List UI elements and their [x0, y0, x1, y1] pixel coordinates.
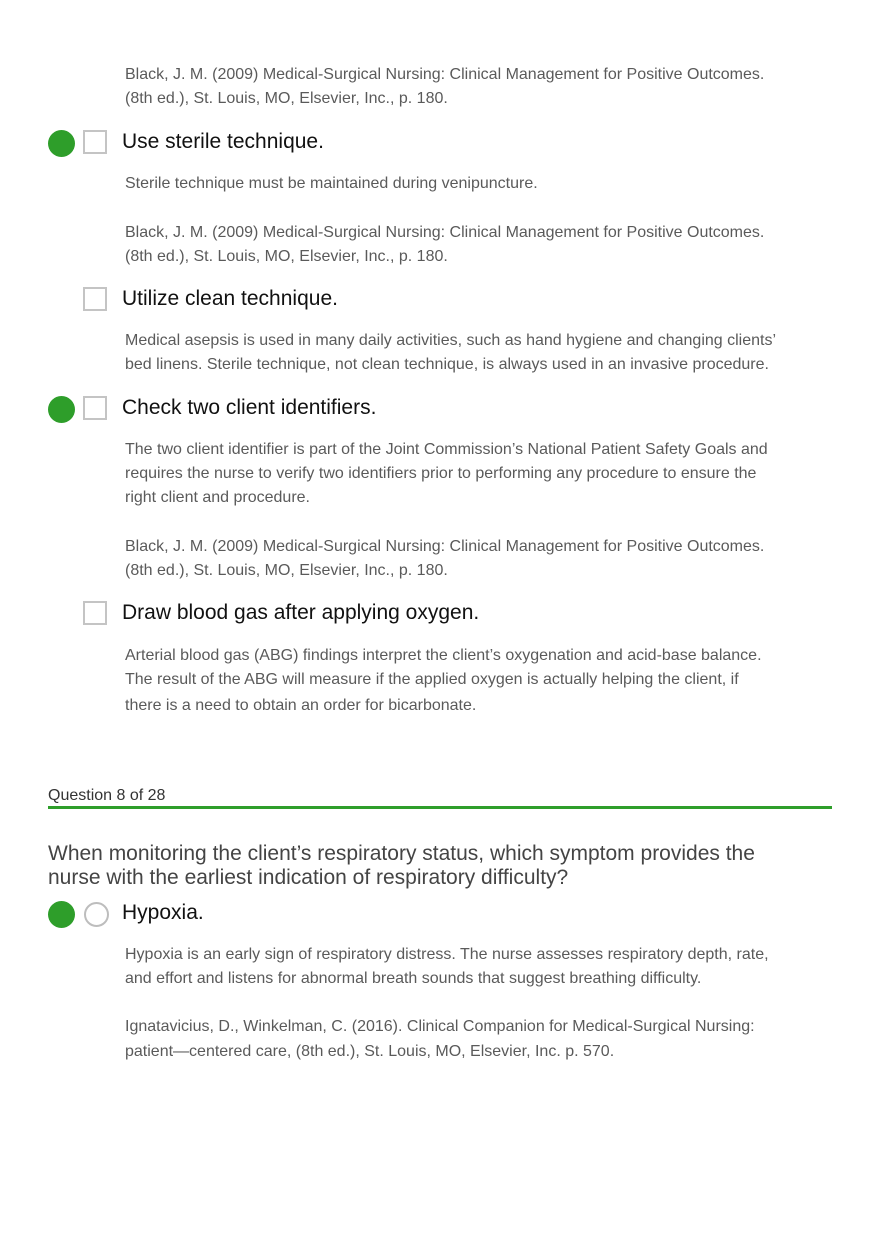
option-label[interactable]: Utilize clean technique. — [122, 287, 338, 310]
option-explanation — [125, 644, 835, 718]
radio-button-icon[interactable] — [84, 902, 109, 927]
correct-indicator-icon — [48, 130, 75, 157]
explanation-line: Medical asepsis is used in many daily activities, such as hand hygiene and changing clients’ — [125, 332, 777, 349]
reference-line: Ignatavicius, D., Winkelman, C. (2016). Clinical Companion for Medical-Surgical Nursing: — [125, 1018, 755, 1035]
reference-line: Black, J. M. (2009) Medical-Surgical Nursing: Clinical Management for Positive Outcomes. — [125, 224, 765, 241]
checkbox-icon[interactable] — [83, 396, 107, 420]
correct-indicator-icon — [48, 396, 75, 423]
option-label[interactable]: Hypoxia. — [122, 901, 204, 924]
reference-line: Black, J. M. (2009) Medical-Surgical Nursing: Clinical Management for Positive Outcomes. — [125, 66, 765, 83]
question-text-line: When monitoring the client’s respiratory status, which symptom provides the — [48, 842, 755, 865]
explanation-line: there is a need to obtain an order for bicarbonate. — [125, 697, 477, 714]
answer-option-use-sterile-technique[interactable] — [48, 129, 828, 157]
answer-option-check-two-identifiers[interactable] — [48, 395, 828, 423]
correct-indicator-icon — [48, 901, 75, 928]
option-explanation — [125, 943, 835, 991]
reference-line: patient—centered care, (8th ed.), St. Louis, MO, Elsevier, Inc. p. 570. — [125, 1043, 615, 1060]
option-explanation — [125, 438, 835, 510]
explanation-line: Arterial blood gas (ABG) findings interpret the client’s oxygenation and acid-base balance. — [125, 647, 762, 664]
option-reference — [125, 535, 835, 583]
option-reference — [125, 1015, 835, 1064]
option-explanation — [125, 329, 835, 377]
question-divider — [48, 806, 832, 809]
explanation-line: The two client identifier is part of the Joint Commission’s National Patient Safety Goals and — [125, 441, 768, 458]
explanation-line: and effort and listens for abnormal breath sounds that suggest breathing difficulty. — [125, 970, 702, 987]
question-number: Question 8 of 28 — [48, 787, 166, 804]
reference-line: (8th ed.), St. Louis, MO, Elsevier, Inc., p. 180. — [125, 248, 448, 265]
answer-option-draw-blood-gas[interactable] — [48, 600, 828, 628]
checkbox-icon[interactable] — [83, 287, 107, 311]
option-label[interactable]: Draw blood gas after applying oxygen. — [122, 601, 480, 624]
checkbox-icon[interactable] — [83, 130, 107, 154]
option-label[interactable]: Use sterile technique. — [122, 130, 324, 153]
reference-line: (8th ed.), St. Louis, MO, Elsevier, Inc., p. 180. — [125, 90, 448, 107]
option-label[interactable]: Check two client identifiers. — [122, 396, 377, 419]
reference-line: (8th ed.), St. Louis, MO, Elsevier, Inc., p. 180. — [125, 562, 448, 579]
top-reference — [125, 63, 835, 111]
question-text-line: nurse with the earliest indication of respiratory difficulty? — [48, 866, 569, 889]
reference-line: Black, J. M. (2009) Medical-Surgical Nursing: Clinical Management for Positive Outcomes. — [125, 538, 765, 555]
explanation-line: right client and procedure. — [125, 489, 310, 506]
option-explanation — [125, 172, 835, 196]
option-reference — [125, 221, 835, 269]
question-text — [48, 842, 838, 890]
explanation-line: The result of the ABG will measure if the applied oxygen is actually helping the client, if — [125, 671, 739, 688]
explanation-line: Sterile technique must be maintained during venipuncture. — [125, 175, 538, 192]
explanation-line: requires the nurse to verify two identifiers prior to performing any procedure to ensure the — [125, 465, 757, 482]
checkbox-icon[interactable] — [83, 601, 107, 625]
answer-option-hypoxia[interactable] — [48, 900, 828, 928]
explanation-line: Hypoxia is an early sign of respiratory distress. The nurse assesses respiratory depth, rate, — [125, 946, 769, 963]
explanation-line: bed linens. Sterile technique, not clean technique, is always used in an invasive procedure. — [125, 356, 769, 373]
answer-option-utilize-clean-technique[interactable] — [48, 286, 828, 314]
